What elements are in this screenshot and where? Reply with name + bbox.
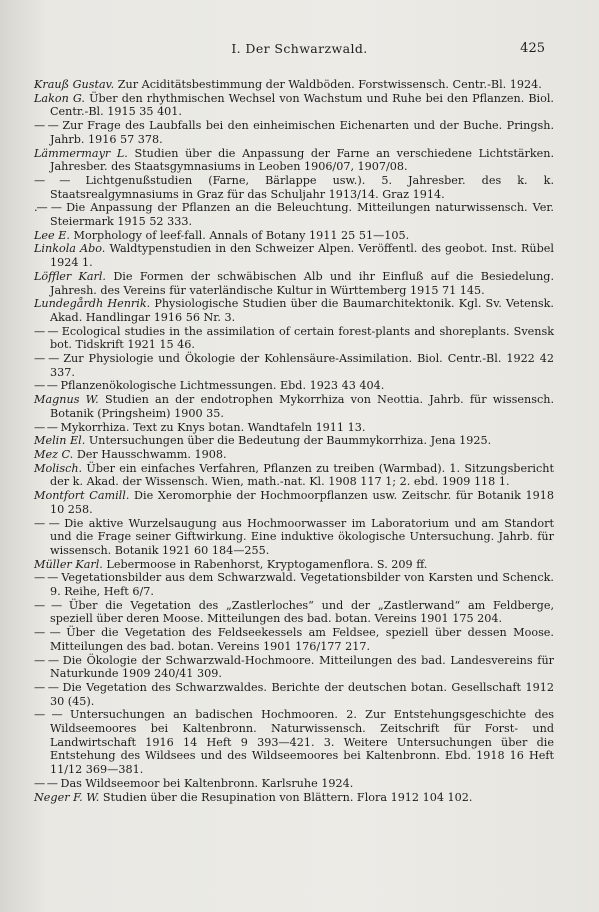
bibliography-entry	[34, 78, 554, 92]
entry-text: Über die Vegetation des Feldseekessels am Feldsee, speziell über dessen Moose. Mitteilungen des bad. botan. Vereins 1901 176/177 217.	[50, 626, 554, 653]
bibliography-list	[34, 78, 554, 804]
bibliography-entry	[34, 571, 554, 598]
entry-author: Löffler Karl.	[34, 269, 106, 283]
entry-author: Müller Karl.	[34, 557, 103, 571]
entry-text: Ecological studies in the assimilation of certain forest-plants and shoreplants. Svensk bot. Tidskrift 1921 15 46.	[50, 324, 554, 352]
page-number: 425	[520, 41, 545, 56]
bibliography-entry	[34, 517, 554, 558]
entry-author: — —	[34, 653, 59, 667]
entry-author: Lee E.	[34, 228, 70, 242]
entry-text: Studien über die Anpassung der Farne an verschiedene Lichtstärken. Jahresber. des Staatsgymnasiums in Leoben 1906/07, 1907/08.	[50, 146, 554, 174]
entry-author: — —	[34, 173, 70, 187]
entry-text: Das Wildseemoor bei Kaltenbronn. Karlsruhe 1924.	[60, 776, 354, 790]
entry-author: Lakon G.	[34, 91, 85, 105]
entry-author: Linkola Abo.	[34, 242, 106, 256]
entry-author: Montfort Camill.	[34, 489, 130, 503]
bibliography-entry	[34, 270, 554, 297]
entry-author: — —	[34, 119, 58, 133]
entry-text: Morphology of leef-fall. Annals of Botany 1911 25 51—105.	[73, 228, 410, 242]
bibliography-entry	[34, 393, 554, 420]
bibliography-entry	[34, 379, 554, 393]
bibliography-entry	[34, 558, 554, 572]
bibliography-entry	[34, 201, 554, 228]
entry-author: Neger F. W.	[34, 790, 100, 804]
entry-author: — —	[34, 708, 62, 722]
bibliography-entry	[34, 462, 554, 489]
entry-text: Lichtgenußstudien (Farne, Bärlappe usw.). 5. Jahresber. des k. k. Staatsrealgymnasiums in Graz für das Schuljahr 1913/14. Graz 1914.	[50, 173, 555, 201]
entry-text: Waldtypenstudien in den Schweizer Alpen. Veröffentl. des geobot. Inst. Rübel 1924 1.	[50, 242, 554, 270]
entry-author: — —	[34, 626, 60, 640]
entry-text: Zur Aciditätsbestimmung der Waldböden. Forstwissensch. Centr.-Bl. 1924.	[117, 78, 542, 91]
bibliography-entry	[34, 174, 554, 201]
entry-text: Vegetationsbilder aus dem Schwarzwald. Vegetationsbilder von Karsten und Schenck. 9. Reihe, Heft 6/7.	[50, 571, 554, 599]
entry-author: — —	[34, 680, 58, 694]
entry-author: — —	[34, 379, 57, 393]
bibliography-entry	[34, 229, 554, 243]
bibliography-entry	[34, 242, 554, 269]
entry-author: .— —	[34, 201, 61, 215]
entry-text: Zur Frage des Laubfalls bei den einheimischen Eichenarten und der Buche. Pringsh. Jahrb. 1916 57 378.	[50, 119, 554, 146]
entry-text: Über ein einfaches Verfahren, Pflanzen zu treiben (Warmbad). 1. Sitzungsbericht der k. Akad. der Wissensch. Wien, math.-nat. Kl. 1908 117 1; 2. ebd. 1909 118 1.	[50, 461, 554, 489]
bibliography-entry	[34, 325, 554, 352]
bibliography-entry	[34, 147, 554, 174]
entry-author: — —	[34, 776, 57, 790]
bibliography-entry	[34, 599, 554, 626]
entry-text: Pflanzenökologische Lichtmessungen. Ebd. 1923 43 404.	[60, 379, 385, 393]
bibliography-entry	[34, 448, 554, 462]
entry-author: — —	[34, 420, 57, 434]
bibliography-entry	[34, 626, 554, 653]
entry-author: — —	[34, 571, 58, 585]
entry-text: Die Vegetation des Schwarzwaldes. Berichte der deutschen botan. Gesellschaft 1912 30 (45).	[50, 680, 555, 708]
bibliography-entry	[34, 297, 554, 324]
entry-text: Lebermoose in Rabenhorst, Kryptogamenflora. S. 209 ff.	[106, 557, 428, 571]
entry-text: Die aktive Wurzelsaugung aus Hochmoorwasser im Laboratorium und am Standort und die Frage seiner Giftwirkung. Eine induktive ökologische Untersuchung. Jahrb. für wissensch. Botanik 1921 60 184—255.	[50, 516, 554, 557]
entry-author: — —	[34, 598, 62, 612]
entry-author: — —	[34, 324, 58, 338]
entry-author: Magnus W.	[34, 393, 99, 407]
entry-text: Mykorrhiza. Text zu Knys botan. Wandtafeln 1911 13.	[60, 420, 366, 434]
bibliography-entry	[34, 434, 554, 448]
running-title: I. Der Schwarzwald.	[231, 41, 368, 56]
entry-text: Untersuchungen über die Bedeutung der Baummykorrhiza. Jena 1925.	[88, 434, 492, 448]
entry-text: Der Hausschwamm. 1908.	[76, 447, 227, 461]
entry-text: Die Ökologie der Schwarzwald-Hochmoore. Mitteilungen des bad. Landesvereins für Naturkunde 1909 240/41 309.	[50, 653, 555, 681]
entry-author: Lämmermayr L.	[34, 146, 128, 160]
entry-author: — —	[34, 516, 59, 530]
bibliography-entry	[34, 352, 554, 379]
entry-text: Über die Vegetation des „Zastlerloches“ und der „Zastlerwand“ am Feldberge, speziell über deren Moose. Mitteilungen des bad. botan. Vereins 1901 175 204.	[50, 598, 554, 626]
bibliography-entry	[34, 708, 554, 777]
entry-text: Über den rhythmischen Wechsel von Wachstum und Ruhe bei den Pflanzen. Biol. Centr.-Bl. 1915 35 401.	[50, 91, 554, 119]
entry-text: Studien über die Resupination von Blättern. Flora 1912 104 102.	[102, 790, 473, 804]
entry-text: Physiologische Studien über die Baumarchitektonik. Kgl. Sv. Vetensk. Akad. Handlingar 1916 56 Nr. 3.	[50, 297, 554, 324]
entry-author: — —	[34, 352, 59, 366]
entry-author: Lundegårdh Henrik.	[34, 297, 151, 311]
entry-text: Die Anpassung der Pflanzen an die Beleuchtung. Mitteilungen naturwissensch. Ver. Steiermark 1915 52 333.	[50, 201, 554, 229]
bibliography-entry	[34, 791, 554, 805]
bibliography-entry	[34, 489, 554, 516]
entry-text: Die Formen der schwäbischen Alb und ihr Einfluß auf die Besiedelung. Jahresh. des Vereins für vaterländische Kultur in Württemberg 1915 71 145.	[50, 269, 554, 297]
entry-text: Studien an der endotrophen Mykorrhiza von Neottia. Jahrb. für wissensch. Botanik (Pringsheim) 1900 35.	[50, 393, 554, 420]
entry-text: Zur Physiologie und Ökologie der Kohlensäure-Assimilation. Biol. Centr.-Bl. 1922 42 337.	[50, 352, 554, 379]
entry-author: Mez C.	[34, 447, 74, 461]
page-header	[30, 41, 569, 63]
bibliography-entry	[34, 654, 554, 681]
entry-author: Krauß Gustav.	[34, 78, 115, 91]
entry-text: Die Xeromorphie der Hochmoorpflanzen usw. Zeitschr. für Botanik 1918 10 258.	[50, 489, 554, 516]
entry-text: Untersuchungen an badischen Hochmooren. 2. Zur Entstehungsgeschichte des Wildseemoores bei Kaltenbronn. Naturwissensch. Zeitschrift für Forst- und Landwirtschaft 1916 14 Heft 9 393—421. 3. Weitere Untersuchungen über die Entstehung des Wildsees und des Wildseemoores bei Kaltenbronn. Ebd. 1918 16 Heft 11/12 369—381.	[50, 708, 554, 777]
bibliography-entry	[34, 92, 554, 119]
bibliography-entry	[34, 777, 554, 791]
entry-author: Molisch.	[34, 461, 83, 475]
bibliography-entry	[34, 681, 554, 708]
entry-author: Melin El.	[34, 434, 86, 448]
bibliography-entry	[34, 421, 554, 435]
bibliography-entry	[34, 119, 554, 146]
